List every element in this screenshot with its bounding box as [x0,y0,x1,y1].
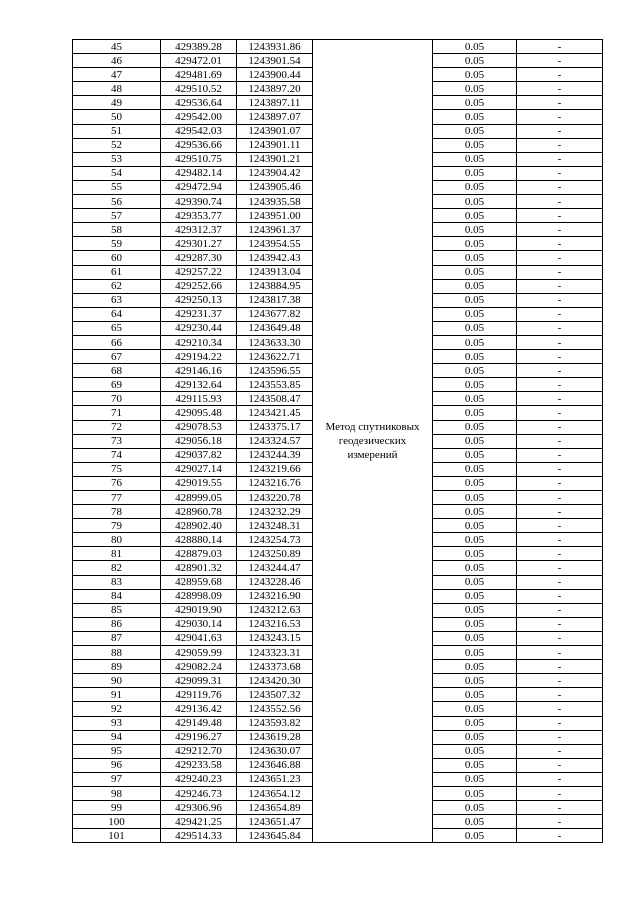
x-coordinate-cell: 429514.33 [161,829,237,843]
point-number-cell: 57 [73,209,161,223]
point-number-cell: 51 [73,124,161,138]
table-row [73,40,603,54]
precision-cell: - [517,321,603,335]
accuracy-cell: 0.05 [433,646,517,660]
accuracy-cell: 0.05 [433,96,517,110]
y-coordinate-cell: 1243375.17 [237,420,313,434]
accuracy-cell: 0.05 [433,251,517,265]
accuracy-cell: 0.05 [433,40,517,54]
precision-cell: - [517,603,603,617]
y-coordinate-cell: 1243931.86 [237,40,313,54]
point-number-cell: 73 [73,434,161,448]
y-coordinate-cell: 1243216.76 [237,476,313,490]
point-number-cell: 60 [73,251,161,265]
y-coordinate-cell: 1243216.53 [237,617,313,631]
precision-cell: - [517,547,603,561]
x-coordinate-cell: 429472.94 [161,180,237,194]
y-coordinate-cell: 1243646.88 [237,758,313,772]
x-coordinate-cell: 428999.05 [161,491,237,505]
x-coordinate-cell: 428879.03 [161,547,237,561]
y-coordinate-cell: 1243904.42 [237,166,313,180]
y-coordinate-cell: 1243651.23 [237,772,313,786]
point-number-cell: 77 [73,491,161,505]
precision-cell: - [517,660,603,674]
y-coordinate-cell: 1243593.82 [237,716,313,730]
point-number-cell: 47 [73,68,161,82]
accuracy-cell: 0.05 [433,350,517,364]
precision-cell: - [517,180,603,194]
accuracy-cell: 0.05 [433,575,517,589]
y-coordinate-cell: 1243951.00 [237,209,313,223]
y-coordinate-cell: 1243651.47 [237,815,313,829]
point-number-cell: 85 [73,603,161,617]
point-number-cell: 95 [73,744,161,758]
point-number-cell: 70 [73,392,161,406]
accuracy-cell: 0.05 [433,68,517,82]
x-coordinate-cell: 429037.82 [161,448,237,462]
point-number-cell: 100 [73,815,161,829]
coordinates-table [72,39,603,843]
method-cell: Метод спутниковых геодезических измерений [313,40,433,843]
precision-cell: - [517,251,603,265]
accuracy-cell: 0.05 [433,660,517,674]
accuracy-cell: 0.05 [433,434,517,448]
x-coordinate-cell: 429250.13 [161,293,237,307]
precision-cell: - [517,575,603,589]
point-number-cell: 67 [73,350,161,364]
accuracy-cell: 0.05 [433,223,517,237]
accuracy-cell: 0.05 [433,702,517,716]
precision-cell: - [517,392,603,406]
point-number-cell: 92 [73,702,161,716]
y-coordinate-cell: 1243232.29 [237,505,313,519]
precision-cell: - [517,40,603,54]
accuracy-cell: 0.05 [433,631,517,645]
accuracy-cell: 0.05 [433,321,517,335]
y-coordinate-cell: 1243901.07 [237,124,313,138]
x-coordinate-cell: 429059.99 [161,646,237,660]
y-coordinate-cell: 1243373.68 [237,660,313,674]
accuracy-cell: 0.05 [433,772,517,786]
y-coordinate-cell: 1243420.30 [237,674,313,688]
x-coordinate-cell: 429353.77 [161,209,237,223]
y-coordinate-cell: 1243645.84 [237,829,313,843]
accuracy-cell: 0.05 [433,378,517,392]
accuracy-cell: 0.05 [433,603,517,617]
accuracy-cell: 0.05 [433,815,517,829]
x-coordinate-cell: 429078.53 [161,420,237,434]
point-number-cell: 97 [73,772,161,786]
x-coordinate-cell: 428902.40 [161,519,237,533]
accuracy-cell: 0.05 [433,744,517,758]
point-number-cell: 69 [73,378,161,392]
point-number-cell: 96 [73,758,161,772]
y-coordinate-cell: 1243817.38 [237,293,313,307]
y-coordinate-cell: 1243243.15 [237,631,313,645]
precision-cell: - [517,82,603,96]
accuracy-cell: 0.05 [433,561,517,575]
point-number-cell: 84 [73,589,161,603]
point-number-cell: 68 [73,364,161,378]
point-number-cell: 58 [73,223,161,237]
precision-cell: - [517,293,603,307]
accuracy-cell: 0.05 [433,730,517,744]
x-coordinate-cell: 429082.24 [161,660,237,674]
accuracy-cell: 0.05 [433,82,517,96]
y-coordinate-cell: 1243897.11 [237,96,313,110]
x-coordinate-cell: 429210.34 [161,335,237,349]
point-number-cell: 88 [73,646,161,660]
point-number-cell: 71 [73,406,161,420]
point-number-cell: 79 [73,519,161,533]
y-coordinate-cell: 1243248.31 [237,519,313,533]
x-coordinate-cell: 429136.42 [161,702,237,716]
point-number-cell: 80 [73,533,161,547]
precision-cell: - [517,307,603,321]
point-number-cell: 98 [73,786,161,800]
accuracy-cell: 0.05 [433,801,517,815]
y-coordinate-cell: 1243507.32 [237,688,313,702]
accuracy-cell: 0.05 [433,420,517,434]
y-coordinate-cell: 1243250.89 [237,547,313,561]
precision-cell: - [517,716,603,730]
point-number-cell: 55 [73,180,161,194]
precision-cell: - [517,434,603,448]
x-coordinate-cell: 429196.27 [161,730,237,744]
accuracy-cell: 0.05 [433,265,517,279]
y-coordinate-cell: 1243954.55 [237,237,313,251]
x-coordinate-cell: 429041.63 [161,631,237,645]
x-coordinate-cell: 429510.75 [161,152,237,166]
point-number-cell: 62 [73,279,161,293]
precision-cell: - [517,476,603,490]
point-number-cell: 59 [73,237,161,251]
precision-cell: - [517,462,603,476]
x-coordinate-cell: 429027.14 [161,462,237,476]
y-coordinate-cell: 1243901.21 [237,152,313,166]
x-coordinate-cell: 429233.58 [161,758,237,772]
point-number-cell: 89 [73,660,161,674]
precision-cell: - [517,209,603,223]
point-number-cell: 93 [73,716,161,730]
accuracy-cell: 0.05 [433,462,517,476]
x-coordinate-cell: 429019.55 [161,476,237,490]
precision-cell: - [517,350,603,364]
x-coordinate-cell: 429231.37 [161,307,237,321]
precision-cell: - [517,110,603,124]
x-coordinate-cell: 429019.90 [161,603,237,617]
accuracy-cell: 0.05 [433,307,517,321]
accuracy-cell: 0.05 [433,293,517,307]
y-coordinate-cell: 1243633.30 [237,335,313,349]
precision-cell: - [517,674,603,688]
accuracy-cell: 0.05 [433,786,517,800]
accuracy-cell: 0.05 [433,279,517,293]
accuracy-cell: 0.05 [433,195,517,209]
precision-cell: - [517,702,603,716]
y-coordinate-cell: 1243884.95 [237,279,313,293]
x-coordinate-cell: 429132.64 [161,378,237,392]
point-number-cell: 54 [73,166,161,180]
accuracy-cell: 0.05 [433,533,517,547]
y-coordinate-cell: 1243900.44 [237,68,313,82]
y-coordinate-cell: 1243216.90 [237,589,313,603]
accuracy-cell: 0.05 [433,152,517,166]
point-number-cell: 75 [73,462,161,476]
precision-cell: - [517,68,603,82]
precision-cell: - [517,138,603,152]
point-number-cell: 76 [73,476,161,490]
y-coordinate-cell: 1243619.28 [237,730,313,744]
precision-cell: - [517,448,603,462]
x-coordinate-cell: 429149.48 [161,716,237,730]
precision-cell: - [517,166,603,180]
x-coordinate-cell: 429536.64 [161,96,237,110]
accuracy-cell: 0.05 [433,589,517,603]
precision-cell: - [517,617,603,631]
accuracy-cell: 0.05 [433,617,517,631]
point-number-cell: 61 [73,265,161,279]
point-number-cell: 82 [73,561,161,575]
precision-cell: - [517,533,603,547]
point-number-cell: 66 [73,335,161,349]
precision-cell: - [517,152,603,166]
point-number-cell: 65 [73,321,161,335]
x-coordinate-cell: 429119.76 [161,688,237,702]
precision-cell: - [517,730,603,744]
precision-cell: - [517,829,603,843]
y-coordinate-cell: 1243553.85 [237,378,313,392]
y-coordinate-cell: 1243421.45 [237,406,313,420]
point-number-cell: 50 [73,110,161,124]
x-coordinate-cell: 429472.01 [161,54,237,68]
precision-cell: - [517,758,603,772]
x-coordinate-cell: 429542.00 [161,110,237,124]
point-number-cell: 86 [73,617,161,631]
x-coordinate-cell: 429389.28 [161,40,237,54]
coordinates-table-body [73,40,603,843]
y-coordinate-cell: 1243913.04 [237,265,313,279]
point-number-cell: 63 [73,293,161,307]
accuracy-cell: 0.05 [433,392,517,406]
y-coordinate-cell: 1243677.82 [237,307,313,321]
x-coordinate-cell: 429230.44 [161,321,237,335]
point-number-cell: 87 [73,631,161,645]
x-coordinate-cell: 429536.66 [161,138,237,152]
point-number-cell: 74 [73,448,161,462]
accuracy-cell: 0.05 [433,364,517,378]
x-coordinate-cell: 429306.96 [161,801,237,815]
point-number-cell: 52 [73,138,161,152]
point-number-cell: 94 [73,730,161,744]
y-coordinate-cell: 1243228.46 [237,575,313,589]
x-coordinate-cell: 429030.14 [161,617,237,631]
point-number-cell: 78 [73,505,161,519]
accuracy-cell: 0.05 [433,406,517,420]
precision-cell: - [517,364,603,378]
y-coordinate-cell: 1243219.66 [237,462,313,476]
x-coordinate-cell: 428901.32 [161,561,237,575]
accuracy-cell: 0.05 [433,716,517,730]
y-coordinate-cell: 1243649.48 [237,321,313,335]
y-coordinate-cell: 1243323.31 [237,646,313,660]
x-coordinate-cell: 429246.73 [161,786,237,800]
y-coordinate-cell: 1243254.73 [237,533,313,547]
x-coordinate-cell: 429481.69 [161,68,237,82]
precision-cell: - [517,237,603,251]
precision-cell: - [517,646,603,660]
y-coordinate-cell: 1243596.55 [237,364,313,378]
x-coordinate-cell: 429240.23 [161,772,237,786]
precision-cell: - [517,491,603,505]
x-coordinate-cell: 429390.74 [161,195,237,209]
x-coordinate-cell: 428880.14 [161,533,237,547]
y-coordinate-cell: 1243901.11 [237,138,313,152]
accuracy-cell: 0.05 [433,758,517,772]
accuracy-cell: 0.05 [433,209,517,223]
x-coordinate-cell: 429252.66 [161,279,237,293]
precision-cell: - [517,378,603,392]
y-coordinate-cell: 1243935.58 [237,195,313,209]
y-coordinate-cell: 1243508.47 [237,392,313,406]
y-coordinate-cell: 1243244.47 [237,561,313,575]
point-number-cell: 91 [73,688,161,702]
precision-cell: - [517,265,603,279]
y-coordinate-cell: 1243897.20 [237,82,313,96]
point-number-cell: 83 [73,575,161,589]
x-coordinate-cell: 429056.18 [161,434,237,448]
precision-cell: - [517,786,603,800]
precision-cell: - [517,406,603,420]
accuracy-cell: 0.05 [433,448,517,462]
x-coordinate-cell: 428998.09 [161,589,237,603]
point-number-cell: 90 [73,674,161,688]
y-coordinate-cell: 1243244.39 [237,448,313,462]
precision-cell: - [517,124,603,138]
point-number-cell: 48 [73,82,161,96]
x-coordinate-cell: 429194.22 [161,350,237,364]
y-coordinate-cell: 1243897.07 [237,110,313,124]
point-number-cell: 45 [73,40,161,54]
precision-cell: - [517,335,603,349]
x-coordinate-cell: 429301.27 [161,237,237,251]
accuracy-cell: 0.05 [433,237,517,251]
precision-cell: - [517,688,603,702]
precision-cell: - [517,279,603,293]
precision-cell: - [517,96,603,110]
x-coordinate-cell: 429095.48 [161,406,237,420]
accuracy-cell: 0.05 [433,829,517,843]
y-coordinate-cell: 1243901.54 [237,54,313,68]
y-coordinate-cell: 1243324.57 [237,434,313,448]
accuracy-cell: 0.05 [433,491,517,505]
precision-cell: - [517,815,603,829]
precision-cell: - [517,801,603,815]
precision-cell: - [517,505,603,519]
y-coordinate-cell: 1243961.37 [237,223,313,237]
point-number-cell: 99 [73,801,161,815]
x-coordinate-cell: 429115.93 [161,392,237,406]
x-coordinate-cell: 428959.68 [161,575,237,589]
x-coordinate-cell: 429482.14 [161,166,237,180]
x-coordinate-cell: 428960.78 [161,505,237,519]
precision-cell: - [517,631,603,645]
accuracy-cell: 0.05 [433,138,517,152]
accuracy-cell: 0.05 [433,476,517,490]
accuracy-cell: 0.05 [433,166,517,180]
y-coordinate-cell: 1243942.43 [237,251,313,265]
precision-cell: - [517,589,603,603]
x-coordinate-cell: 429146.16 [161,364,237,378]
point-number-cell: 56 [73,195,161,209]
x-coordinate-cell: 429212.70 [161,744,237,758]
point-number-cell: 101 [73,829,161,843]
point-number-cell: 53 [73,152,161,166]
accuracy-cell: 0.05 [433,519,517,533]
x-coordinate-cell: 429421.25 [161,815,237,829]
accuracy-cell: 0.05 [433,180,517,194]
point-number-cell: 72 [73,420,161,434]
y-coordinate-cell: 1243630.07 [237,744,313,758]
y-coordinate-cell: 1243622.71 [237,350,313,364]
y-coordinate-cell: 1243220.78 [237,491,313,505]
point-number-cell: 64 [73,307,161,321]
point-number-cell: 46 [73,54,161,68]
accuracy-cell: 0.05 [433,547,517,561]
precision-cell: - [517,772,603,786]
precision-cell: - [517,420,603,434]
precision-cell: - [517,223,603,237]
y-coordinate-cell: 1243654.89 [237,801,313,815]
accuracy-cell: 0.05 [433,688,517,702]
y-coordinate-cell: 1243212.63 [237,603,313,617]
accuracy-cell: 0.05 [433,54,517,68]
accuracy-cell: 0.05 [433,335,517,349]
precision-cell: - [517,195,603,209]
x-coordinate-cell: 429542.03 [161,124,237,138]
x-coordinate-cell: 429312.37 [161,223,237,237]
y-coordinate-cell: 1243905.46 [237,180,313,194]
x-coordinate-cell: 429510.52 [161,82,237,96]
precision-cell: - [517,54,603,68]
accuracy-cell: 0.05 [433,110,517,124]
x-coordinate-cell: 429257.22 [161,265,237,279]
precision-cell: - [517,519,603,533]
point-number-cell: 81 [73,547,161,561]
precision-cell: - [517,744,603,758]
y-coordinate-cell: 1243552.56 [237,702,313,716]
accuracy-cell: 0.05 [433,124,517,138]
accuracy-cell: 0.05 [433,505,517,519]
y-coordinate-cell: 1243654.12 [237,786,313,800]
accuracy-cell: 0.05 [433,674,517,688]
precision-cell: - [517,561,603,575]
x-coordinate-cell: 429099.31 [161,674,237,688]
point-number-cell: 49 [73,96,161,110]
x-coordinate-cell: 429287.30 [161,251,237,265]
